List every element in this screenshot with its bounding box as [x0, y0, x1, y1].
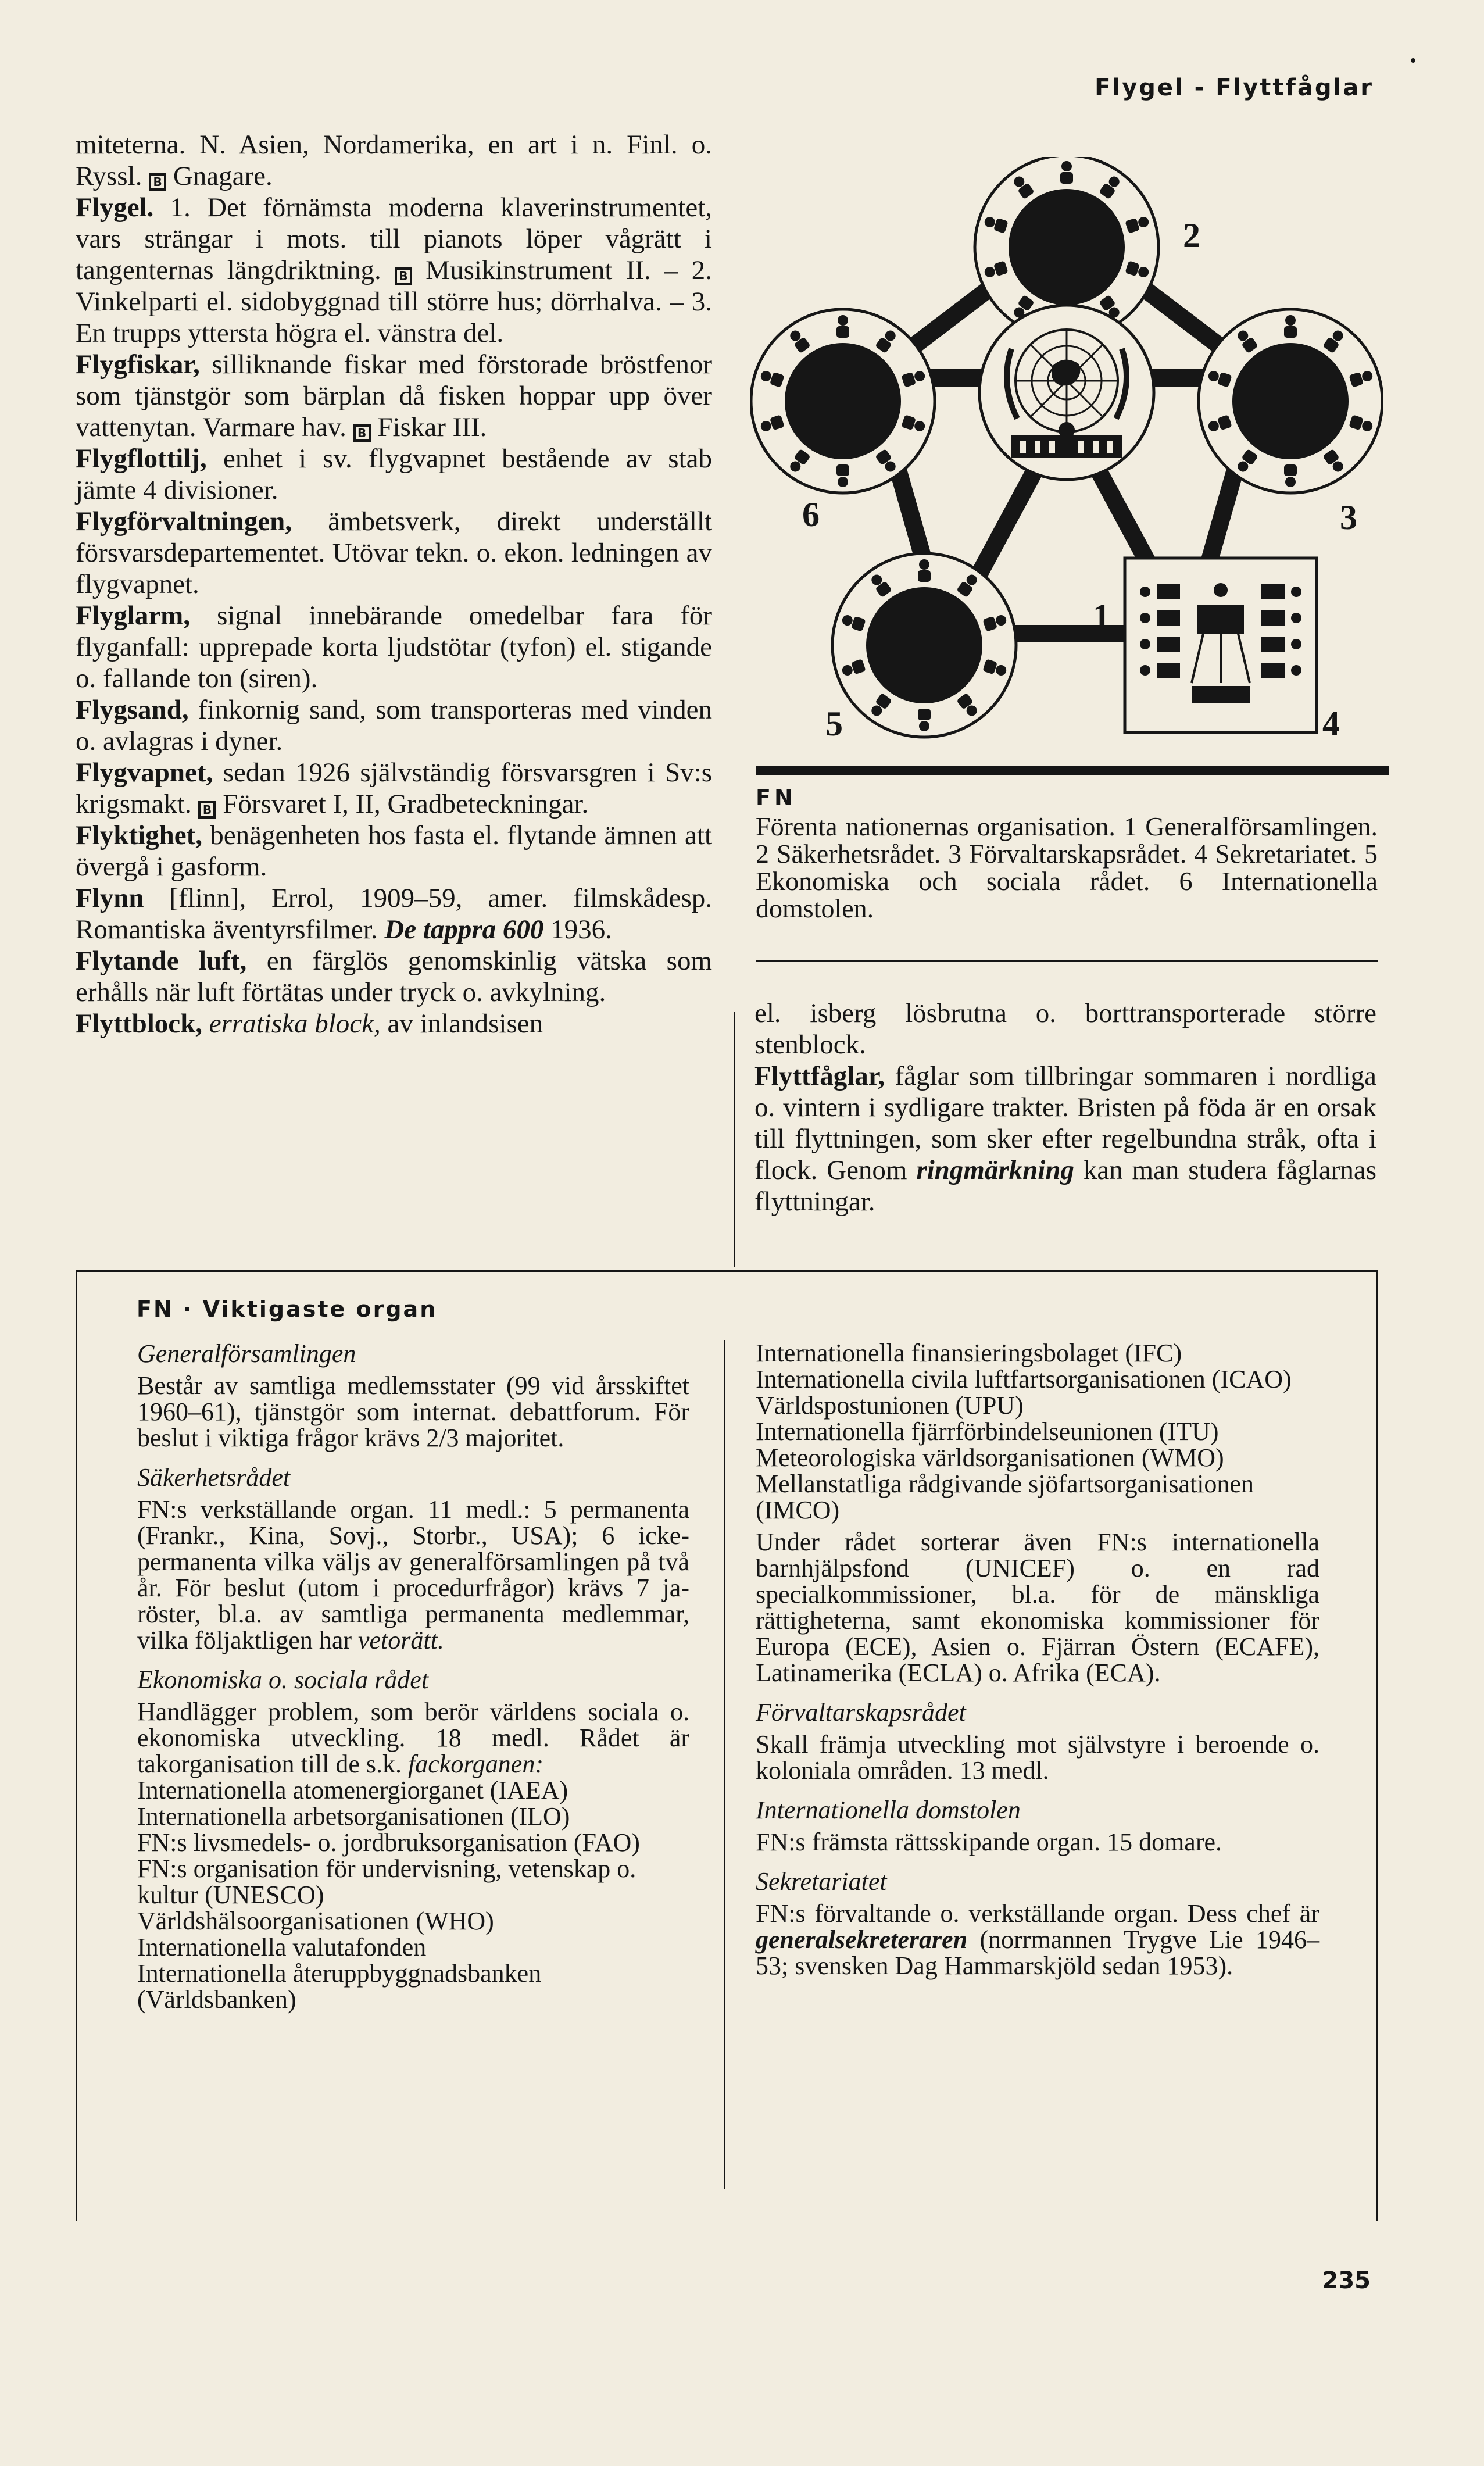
- entry-body: silliknande fiskar med förstorade bröstfenor som tjänstgör som bärplan då fisken hoppar upp över vattenytan. Varmare hav.: [76, 349, 712, 442]
- diagram-number-1: 1: [1093, 597, 1110, 635]
- entry-flyttblock: [76, 1008, 712, 1039]
- cross-reference-icon: B: [149, 173, 166, 191]
- entry-headword: Flygfiskar,: [76, 349, 200, 380]
- agency-item: Internationella finansieringsbolaget (IFC): [756, 1339, 1182, 1367]
- agency-item: Internationella civila luftfartsorganisationen (ICAO): [756, 1365, 1292, 1393]
- section-title-forvaltarskapsradet: Förvaltarskapsrådet: [756, 1698, 966, 1727]
- panel-top-rule: [76, 1270, 1378, 1272]
- diagram-number-6: 6: [802, 495, 820, 534]
- entry-flygsand: [76, 694, 712, 757]
- entry-body: kan man studera fåglarnas flyttningar.: [754, 1155, 1376, 1217]
- agency-item: Världshälsoorganisationen (WHO): [137, 1907, 494, 1935]
- entry-headword: Flynn: [76, 883, 144, 913]
- entry-body: av inlandsisen: [387, 1009, 543, 1039]
- entry-flyttfaglar: [754, 1060, 1376, 1217]
- entry-body: enhet i sv. flygvapnet bestående av stab jämte 4 divisioner.: [76, 444, 712, 505]
- agency-item: Internationella fjärrförbindelseunionen (ITU): [756, 1417, 1219, 1446]
- fackorganen-term: fackorganen:: [408, 1750, 543, 1778]
- un-organs-diagram: [750, 157, 1383, 767]
- agency-item: Internationella valutafonden: [137, 1933, 427, 1961]
- agency-item: Internationella atomenergiorganet (IAEA): [137, 1776, 568, 1804]
- panel-left-column: [137, 1340, 689, 2013]
- entry-body: en färglös genomskinlig vätska som erhålls när luft förtätas under tryck o. avkylning.: [76, 946, 713, 1007]
- diagram-caption: [756, 782, 1378, 922]
- entry-flytande-luft: [76, 945, 712, 1008]
- entry-headword: Flyglarm,: [76, 601, 191, 631]
- entry-body: Musikinstrument II. – 2. Vinkelparti el. sidobyggnad till större hus; dörrhalva. – 3. En trupps yttersta högra el. vänstra del.: [76, 255, 713, 348]
- entry-headword: Flygförvaltningen,: [76, 506, 292, 537]
- column-divider: [734, 1012, 735, 1267]
- section-text-ekonomiska: [137, 1699, 689, 1777]
- agency-item: Världspostunionen (UPU): [756, 1391, 1024, 1420]
- panel-right-border: [1376, 1270, 1378, 2221]
- cross-reference-icon: B: [395, 267, 412, 285]
- entry-flygforvaltningen: [76, 506, 712, 600]
- section-text-generalforsamlingen: Består av samtliga medlemsstater (99 vid årsskiftet 1960–61), tjänstgör som internat. debattforum. För beslut i viktiga frågor krävs 2/3 majoritet.: [137, 1371, 689, 1452]
- entry-italic: erratiska block,: [209, 1009, 381, 1039]
- under-radet-text: Under rådet sorterar även FN:s internationella barnhjälpsfond (UNICEF) o. en rad specialkommissioner, bl.a. för de mänskliga rättigheterna, samt ekonomiska kommissioner för Europa (ECE), Asien o. Fjärran Östern (ECAFE), Latinamerika (ECLA) o. Afrika (ECA).: [756, 1528, 1319, 1687]
- sekretariatet-body-2: (norrmannen Trygve Lie 1946–53; svensken Dag Hammarskjöld sedan 1953).: [756, 1925, 1320, 1980]
- section-text-domstolen: FN:s främsta rättsskipande organ. 15 domare.: [756, 1828, 1222, 1856]
- entry-headword: Flygel.: [76, 192, 154, 223]
- entry-flygel: [76, 192, 712, 349]
- entry-ref: Försvaret I, II, Gradbeteckningar.: [223, 789, 589, 819]
- page-header: Flygel - Flyttfåglar: [1095, 74, 1374, 101]
- print-speck: [1411, 58, 1415, 63]
- agency-item: FN:s livsmedels- o. jordbruksorganisation (FAO): [137, 1828, 640, 1857]
- section-title-sakerhetsradet: Säkerhetsrådet: [137, 1463, 291, 1492]
- entry-body: 1. Det förnämsta moderna klaverinstrumentet, vars strängar i mots. till pianots löper vågrätt i tangenternas längdriktning.: [76, 192, 713, 285]
- diagram-number-2: 2: [1183, 216, 1200, 255]
- page-number: 235: [1322, 2267, 1371, 2294]
- entry-body: finkornig sand, som transporteras med vinden o. avlagras i dyner.: [76, 695, 712, 756]
- section-title-generalforsamlingen: Generalförsamlingen: [137, 1339, 356, 1368]
- entry-ref: Gnagare.: [173, 161, 273, 191]
- table-ecosoc: [832, 553, 1016, 737]
- entry-flyglarm: [76, 600, 712, 694]
- entry-headword: Flygflottilj,: [76, 444, 207, 474]
- entry-flygflottilj: [76, 443, 712, 506]
- section-text-forvaltarskapsradet: Skall främja utveckling mot självstyre i beroende o. koloniala områden. 13 medl.: [756, 1730, 1319, 1785]
- entry-body: ämbetsverk, direkt underställt försvarsdepartementet. Utövar tekn. o. ekon. ledningen av flygvapnet.: [76, 506, 712, 599]
- diagram-number-4: 4: [1322, 705, 1340, 743]
- entry-body: signal innebärande omedelbar fara för flyganfall: upprepade korta ljudstötar (tyfon) el. stigande o. fallande ton (siren).: [76, 601, 712, 694]
- left-column: [76, 129, 712, 1039]
- agency-item: FN:s organisation för undervisning, vetenskap o. kultur (UNESCO): [137, 1854, 636, 1909]
- panel-left-border: [76, 1270, 77, 2221]
- entry-ref: Fiskar III.: [377, 412, 487, 442]
- section-text-sekretariatet: [756, 1900, 1319, 1979]
- caption-rule: [756, 766, 1389, 775]
- film-title: De tappra 600: [384, 914, 544, 945]
- entry-headword: Flyttblock,: [76, 1009, 203, 1039]
- cross-reference-icon: B: [353, 424, 371, 442]
- entry-body: miteterna. N. Asien, Nordamerika, en art i n. Finl. o. Ryssl.: [76, 130, 712, 191]
- ekonomiska-body: Handlägger problem, som berör världens sociala o. ekonomiska utveckling. 18 medl. Rådet är takorganisation till de s.k.: [137, 1697, 689, 1778]
- entry-headword: Flyttfåglar,: [754, 1061, 885, 1091]
- caption-bottom-rule: [756, 960, 1378, 962]
- entry-body: sedan 1926 självständig försvarsgren i Sv:s krigsmakt.: [76, 757, 712, 819]
- entry-body: fåglar som tillbringar sommaren i nordliga o. vintern i sydligare trakter. Bristen på föda är en orsak till flyttningen, som sker efter regelbundna stråk, ofta i flock. Genom: [754, 1061, 1377, 1185]
- general-assembly-emblem: [979, 305, 1154, 480]
- entry-text: [76, 129, 712, 192]
- cross-reference-icon: B: [198, 801, 216, 819]
- agency-item: Mellanstatliga rådgivande sjöfartsorganisationen (IMCO): [756, 1470, 1254, 1524]
- entry-body: [flinn], Errol, 1909–59, amer. filmskådesp. Romantiska äventyrsfilmer.: [76, 883, 713, 945]
- entry-body: 1936.: [550, 914, 612, 945]
- section-title-sekretariatet: Sekretariatet: [756, 1867, 887, 1896]
- sakerhetsradet-body: FN:s verkställande organ. 11 medl.: 5 permanenta (Frankr., Kina, Sovj., Storbr., USA); 6 icke-permanenta vilka väljs av generalförsamlingen på två år. För beslut (utom i procedurfrågor) krävs 7 ja-röster, bl.a. av samtliga permanenta medlemmar, vilka följaktligen har: [137, 1495, 689, 1654]
- secretariat-office: [1125, 558, 1317, 732]
- entry-italic: ringmärkning: [916, 1155, 1074, 1185]
- entry-headword: Flygvapnet,: [76, 757, 213, 788]
- panel-title: FN · Viktigaste organ: [137, 1296, 438, 1322]
- panel-right-column: [756, 1340, 1319, 1979]
- entry-flynn: [76, 882, 712, 945]
- entry-headword: Flyktighet,: [76, 820, 203, 850]
- section-title-domstolen: Internationella domstolen: [756, 1796, 1021, 1824]
- sekretariatet-body: FN:s förvaltande o. verkställande organ. Dess chef är: [756, 1899, 1319, 1928]
- table-trusteeship-council: [1199, 309, 1382, 493]
- section-text-sakerhetsradet: [137, 1496, 689, 1653]
- un-diagram-svg: [750, 157, 1383, 767]
- section-title-ekonomiska: Ekonomiska o. sociala rådet: [137, 1666, 429, 1694]
- right-column: [754, 998, 1376, 1217]
- caption-label: FN: [756, 785, 796, 810]
- entry-body: benägenheten hos fasta el. flytande ämnen att övergå i gasform.: [76, 820, 713, 882]
- diagram-number-3: 3: [1340, 498, 1357, 537]
- agency-item: Internationella återuppbyggnadsbanken (Världsbanken): [137, 1959, 542, 2014]
- generalsekreteraren-term: generalsekreteraren: [756, 1925, 968, 1954]
- entry-flygfiskar: [76, 349, 712, 443]
- agency-item: Meteorologiska världsorganisationen (WMO): [756, 1443, 1224, 1472]
- panel-column-divider: [724, 1340, 725, 2189]
- diagram-number-5: 5: [825, 705, 843, 743]
- table-international-court: [751, 309, 935, 493]
- caption-text: Förenta nationernas organisation. 1 Generalförsamlingen. 2 Säkerhetsrådet. 3 Förvaltarskapsrådet. 4 Sekretariatet. 5 Ekonomiska och sociala rådet. 6 Internationella domstolen.: [756, 812, 1378, 923]
- veto-term: vetorätt.: [358, 1626, 444, 1654]
- entry-headword: Flytande luft,: [76, 946, 247, 976]
- entry-flygvapnet: [76, 757, 712, 820]
- entry-flyktighet: [76, 820, 712, 882]
- entry-headword: Flygsand,: [76, 695, 189, 725]
- agency-item: Internationella arbetsorganisationen (ILO): [137, 1802, 570, 1831]
- entry-continued: el. isberg lösbrutna o. borttransporterade större stenblock.: [754, 998, 1376, 1060]
